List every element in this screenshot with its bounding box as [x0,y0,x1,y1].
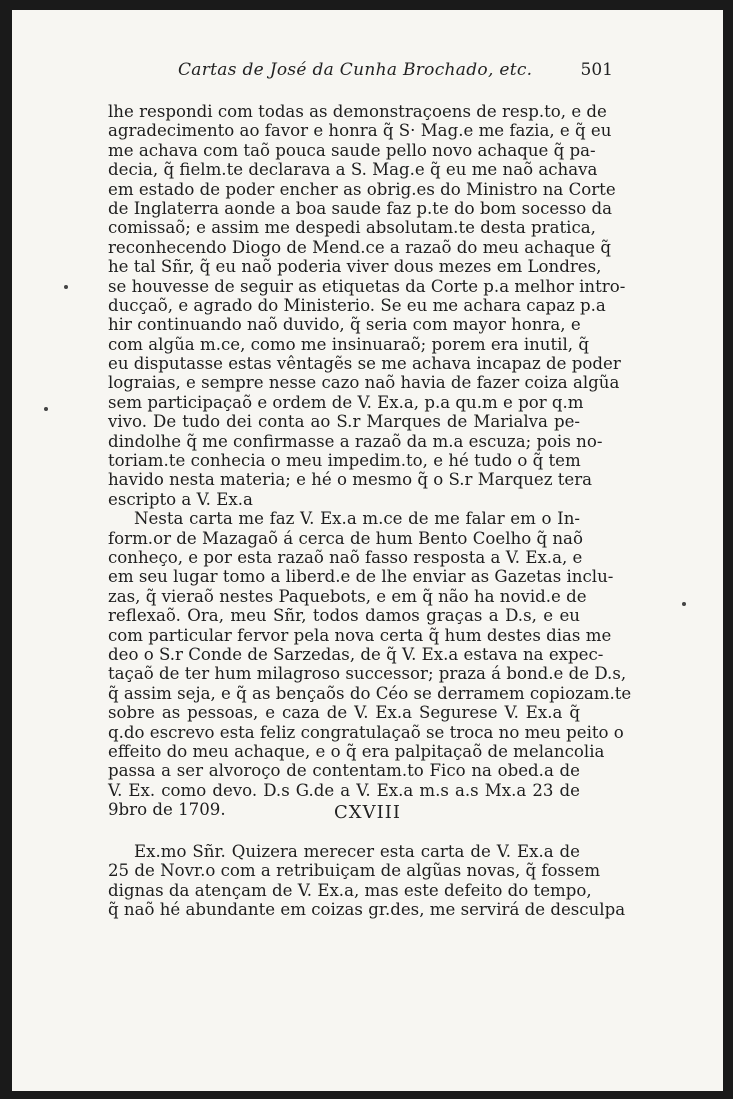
text-line: em estado de poder encher as obrig.es do Ministro na Corte [108,179,616,199]
text-line: dindolhe q̃ me confirmasse a razaõ da m.a escuza; pois no- [108,431,603,451]
text-line: lograias, e sempre nesse cazo naõ havia de fazer coiza algũa [108,373,620,393]
text-line: escripto a V. Ex.a [108,489,253,509]
letter-body [108,102,632,820]
text-line: q̃ assim seja, e q̃ as bençaõs do Céo se derramem copiozam.te [108,683,632,703]
text-line: sem participaçaõ e ordem de V. Ex.a, p.a qu.m e por q.m [108,392,584,412]
text-line: eu disputasse estas vêntagẽs se me achava incapaz de poder [108,354,621,374]
text-line: vivo. De tudo dei conta ao S.r Marques de Marialva pe- [108,412,580,432]
text-line: effeito do meu achaque, e o q̃ era palpitaçaõ de melancolia [108,741,605,761]
text-line: de Inglaterra aonde a boa saude faz p.te do bom socesso da [108,198,613,218]
text-line: passa a ser alvoroço de contentam.to Fico na obed.a de [108,761,580,781]
text-line: sobre as pessoas, e caza de V. Ex.a Segurese V. Ex.a q̃ [108,703,580,723]
margin-speck [44,407,48,411]
text-line: havido nesta materia; e hé o mesmo q̃ o S.r Marquez tera [108,470,593,490]
text-line: com particular fervor pela nova certa q̃ hum destes dias me [108,625,612,645]
letter-body-next [108,842,626,920]
running-head [108,60,613,90]
text-line: dignas da atençam de V. Ex.a, mas este defeito do tempo, [108,880,592,900]
text-line: 25 de Novr.o com a retribuiçam de algũas novas, q̃ fossem [108,861,601,881]
text-line: he tal Sñr, q̃ eu naõ poderia viver dous mezes em Londres, [108,257,602,277]
text-line: ducçaõ, e agrado do Ministerio. Se eu me achara capaz p.a [108,295,606,315]
text-line: 9bro de 1709. [108,800,226,820]
text-line: comissaõ; e assim me despedi absolutam.te desta pratica, [108,218,596,238]
text-line: Nesta carta me faz V. Ex.a m.ce de me falar em o In- [134,509,580,529]
text-line: toriam.te conhecia o meu impedim.to, e hé tudo o q̃ tem [108,451,581,471]
text-line: deo o S.r Conde de Sarzedas, de q̃ V. Ex.a estava na expec- [108,644,604,664]
text-line: em seu lugar tomo a liberd.e de lhe enviar as Gazetas inclu- [108,567,614,587]
text-line: reflexaõ. Ora, meu Sñr, todos damos graças a D.s, e eu [108,606,580,626]
text-line: com algũa m.ce, como me insinuaraõ; porem era inutil, q̃ [108,334,589,354]
text-line: se houvesse de seguir as etiquetas da Corte p.a melhor intro- [108,276,626,296]
margin-speck [64,285,68,289]
book-page [12,10,723,1091]
text-line: reconhecendo Diogo de Mend.ce a razaõ do meu achaque q̃ [108,237,611,257]
text-line: V. Ex. como devo. D.s G.de a V. Ex.a m.s a.s Mx.a 23 de [108,780,580,800]
text-line: hir continuando naõ duvido, q̃ seria com mayor honra, e [108,315,581,335]
text-line: q̃ naõ hé abundante em coizas gr.des, me servirá de desculpa [108,900,626,920]
text-line: decia, q̃ fielm.te declarava a S. Mag.e q̃ eu me naõ achava [108,160,598,180]
text-line: agradecimento ao favor e honra q̃ S· Mag.e me fazia, e q̃ eu [108,121,612,141]
text-line: lhe respondi com todas as demonstraçoens de resp.to, e de [108,102,607,121]
text-line: me achava com taõ pouca saude pello novo achaque q̃ pa- [108,140,596,160]
running-title: Cartas de José da Cunha Brochado, etc. [178,60,533,80]
text-line: form.or de Mazagaõ á cerca de hum Bento Coelho q̃ naõ [108,528,583,548]
page-number: 501 [580,60,613,80]
margin-speck [682,602,686,606]
text-line: Ex.mo Sñr. Quizera merecer esta carta de V. Ex.a de [134,842,580,861]
chapter-heading: CXVIII [334,802,401,823]
text-line: conheço, e por esta razaõ naõ fasso resposta a V. Ex.a, e [108,547,583,567]
text-line: taçaõ de ter hum milagroso successor; praza á bond.e de D.s, [108,664,627,684]
text-line: q.do escrevo esta feliz congratulaçaõ se troca no meu peito o [108,722,624,742]
text-line: zas, q̃ vieraõ nestes Paquebots, e em q̃ não ha novid.e de [108,586,587,606]
